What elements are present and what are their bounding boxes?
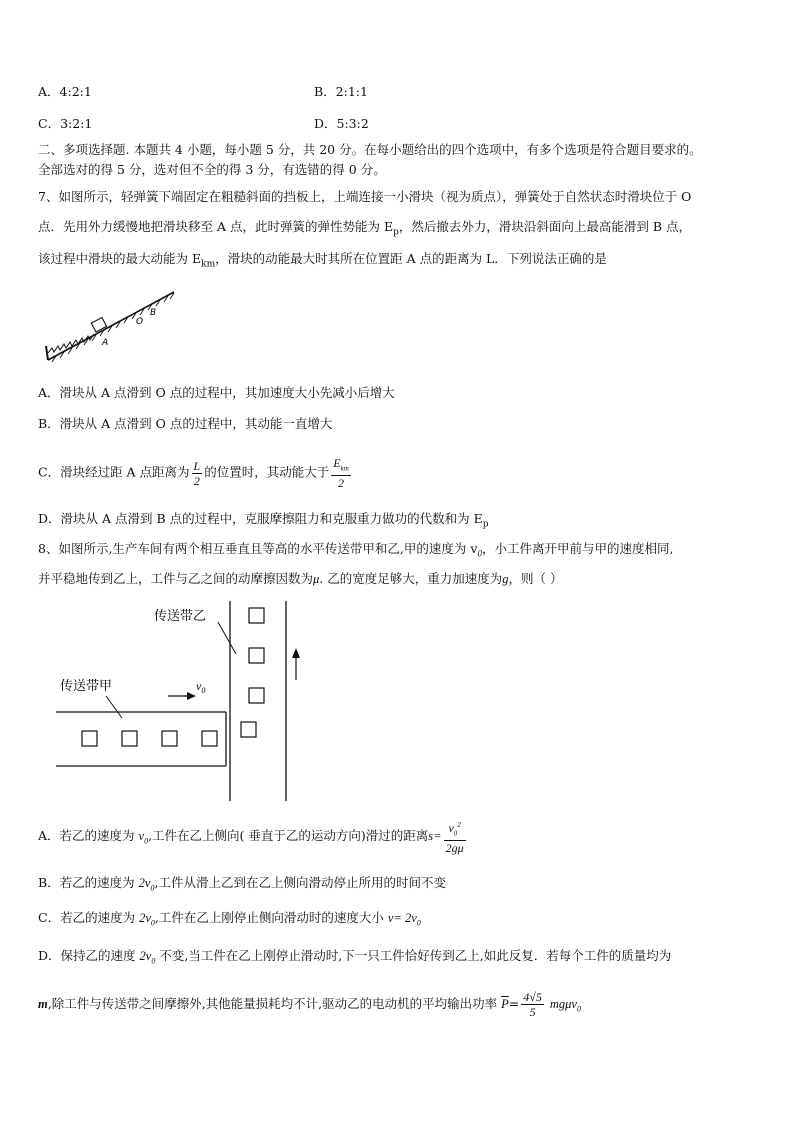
q7-stem-line2: 点．先用外力缓慢地把滑块移至 A 点，此时弹簧的弹性势能为 $E_p$，然后撤去外力，滑块沿斜面向上最高能滑到 B 点，: [38, 219, 691, 238]
q6-option-b: B．2:1:1: [314, 84, 368, 99]
q8-option-b: B．若乙的速度为 $2v_0$,工件从滑上乙到在乙上侧向滑动停止所用的时间不变: [38, 875, 446, 893]
q8-option-d-line2: m,除工件与传送带之间摩擦外,其他能量损耗均不计,驱动乙的电动机的平均输出功率 $\overline{P}=$ $\frac{4√5}{5}$ mgμv$_0$: [38, 990, 581, 1019]
q7-incline-diagram: [40, 282, 180, 364]
q7-option-b: B．滑块从 A 点滑到 O 点的过程中，其动能一直增大: [38, 416, 333, 431]
q6-option-a: A．4:2:1: [38, 84, 92, 99]
section2-line2: 全部选对的得 5 分，选对但不全的得 3 分，有选错的得 0 分。: [38, 162, 386, 177]
q8-stem-line2: 并平稳地传到乙上，工件与乙之间的动摩擦因数为μ. 乙的宽度足够大，重力加速度为g，则（ ）: [38, 571, 563, 586]
q8-stem-line1: 8、如图所示,生产车间有两个相互垂直且等高的水平传送带甲和乙,甲的速度为 $v_0$，小工件离开甲前与甲的速度相同,: [38, 541, 674, 559]
q7-label-b: B: [150, 308, 157, 318]
q8-option-a: A．若乙的速度为 $v_0$,工件在乙上侧向( 垂直于乙的运动方向)滑过的距离s= $\frac{v_0^2}{2g\mu}$: [38, 818, 468, 855]
q6-option-d: D．5:3:2: [314, 116, 369, 131]
q7-option-d: D．滑块从 A 点滑到 B 点的过程中，克服摩擦阻力和克服重力做功的代数和为 $E_p$: [38, 511, 489, 530]
q6-option-c: C．3:2:1: [38, 116, 93, 131]
q8-option-c: C．若乙的速度为 $2v_0$,工件在乙上刚停止侧向滑动时的速度大小 $v= 2v_0$: [38, 910, 421, 928]
q8-label-v0: $v_0$: [196, 679, 206, 695]
q8-option-d-line1: D．保持乙的速度 $2v_0$ 不变,当工件在乙上刚停止滑动时,下一只工件恰好传到乙上,如此反复．若每个工件的质量均为: [38, 948, 672, 966]
q7-option-a: A．滑块从 A 点滑到 O 点的过程中，其加速度大小先减小后增大: [38, 385, 395, 400]
q8-conveyor-diagram: [40, 596, 320, 806]
q8-label-belt-b: 传送带乙: [154, 609, 207, 624]
q7-stem-line1: 7、如图所示，轻弹簧下端固定在粗糙斜面的挡板上，上端连接一小滑块（视为质点），弹簧处于自然状态时滑块位于 O: [38, 189, 692, 204]
q7-stem-line3: 该过程中滑块的最大动能为 $E_{km}$，滑块的动能最大时其所在位置距 A 点的距离为 L．下列说法正确的是: [38, 251, 607, 270]
q7-option-c: C．滑块经过距 A 点距离为 $\frac{L}{2}$ 的位置时，其动能大于 $\frac{E_{km}}{2}$: [38, 456, 349, 491]
section2-line1: 二、多项选择题. 本题共 4 小题，每小题 5 分，共 20 分。在每小题给出的四个选项中，有多个选项是符合题目要求的。: [38, 142, 702, 157]
q7-label-a: A: [102, 338, 109, 348]
q7-label-o: O: [136, 317, 144, 327]
q8-label-belt-a: 传送带甲: [60, 679, 113, 694]
